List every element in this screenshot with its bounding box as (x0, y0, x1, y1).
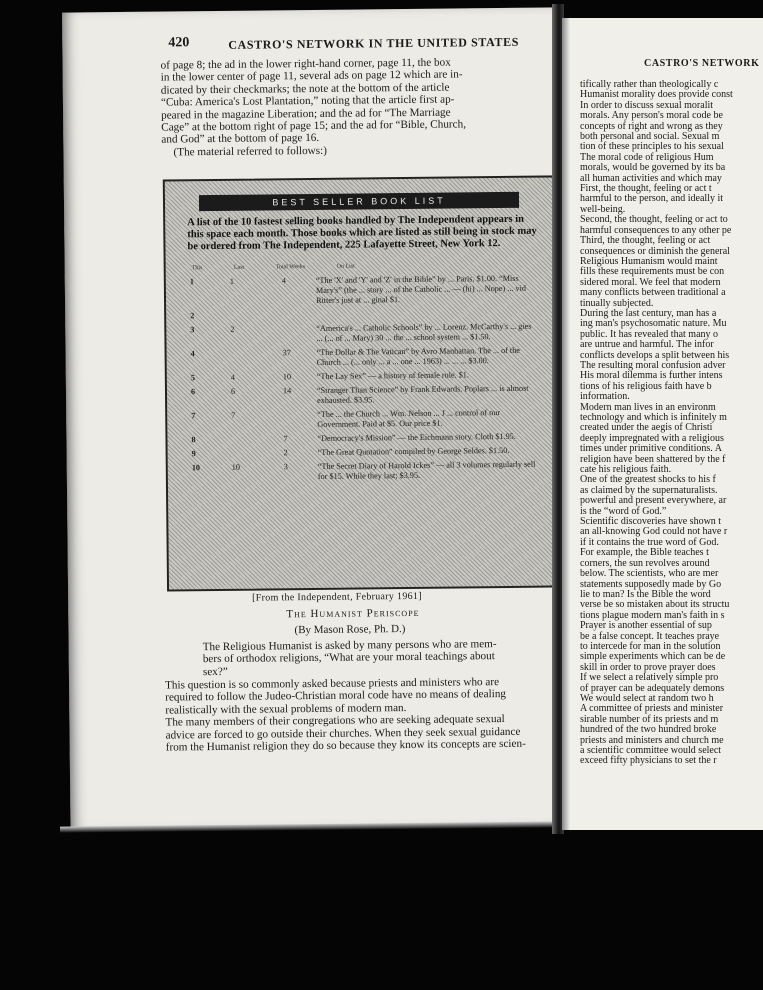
intro-line: dicated by their checkmarks; the note at the bottom of the article (160, 81, 450, 97)
right-body-line: both personal and social. Sexual m (580, 131, 720, 143)
right-body-line: harmful to the person, and ideally it (580, 193, 724, 205)
body-line: required to follow the Judeo-Christian moral code have no means of dealing (165, 688, 507, 704)
book-entry (190, 274, 534, 308)
previous-rank: 7 (231, 410, 236, 420)
right-body-line: simple experiments which can be de (580, 651, 726, 663)
column-header: This (191, 265, 203, 272)
right-body-line: tifically rather than theologically c (580, 79, 719, 90)
right-body-line: In order to discuss sexual moralit (580, 99, 714, 111)
follows-note: (The material referred to follows:) (173, 144, 327, 159)
question-line: The Religious Humanist is asked by many persons who are mem- (202, 638, 497, 654)
rank: 10 (191, 463, 201, 473)
weeks-on-list: 14 (282, 386, 292, 396)
right-body-line: corners, the sun revolves around (580, 557, 710, 569)
book-description: “The Lay Sex” — a history of female rule. $1. (316, 370, 469, 381)
right-body-line: sidered moral. We feel that modern (580, 276, 721, 288)
right-body-line: well-being. (580, 203, 626, 215)
book-entry (192, 460, 536, 484)
previous-rank: 2 (230, 324, 235, 334)
right-body-line: For example, the Bible teaches t (580, 547, 709, 559)
rank: 2 (190, 311, 195, 321)
book-description (316, 308, 534, 310)
right-body-line: tion of these principles to his sexual (580, 141, 724, 153)
rank: 6 (190, 387, 196, 397)
body-line: This question is so commonly asked because priests and ministers who are (165, 676, 500, 692)
article-title: The Humanist Periscope (286, 606, 420, 621)
right-body-line: powerful and present everywhere, ar (580, 495, 727, 507)
intro-paragraph (161, 55, 557, 158)
right-body-line: verse be so mistaken about its structu (580, 599, 730, 611)
previous-rank: 4 (230, 372, 235, 382)
previous-rank: 1 (229, 276, 234, 286)
body-line: The many members of their congregations who are seeking adequate sexual (165, 713, 505, 729)
rank: 4 (190, 349, 195, 359)
rank: 5 (190, 373, 195, 383)
book-list (190, 274, 536, 488)
right-body-line: cate his religious faith. (580, 464, 672, 476)
previous-rank: 6 (230, 386, 236, 396)
column-header: On List (336, 263, 355, 270)
question-line: bers of orthodox religions, “What are your moral teachings about (202, 650, 495, 666)
right-body-line: harmful consequences to any other pe (580, 224, 732, 236)
previous-rank: 10 (231, 462, 241, 472)
body-line: advice are forced to go outside their churches. When they seek sexual guidance (165, 725, 521, 742)
right-body-line: hundred of the two hundred broke (580, 724, 717, 736)
right-body-line: if it contains the true word of God. (580, 536, 719, 548)
clipping-intro: A list of the 10 fastest selling books handled by The Independent appears in this space each month. Those books which are listed as still being in stock may be ordered from The Independent, 225 Lafayette Street, New York 12. (187, 213, 537, 253)
book-entry (191, 384, 535, 408)
intro-line: and God” at the bottom of page 16. (161, 132, 320, 147)
book-description: “The Dollar & The Vatican” by Avro Manhattan. The ... of the Church ... (... only ... a ... one ... 1963) ... ... ... $3.00. (316, 345, 520, 367)
running-head: CASTRO'S NETWORK IN THE UNITED STATES (228, 34, 520, 52)
right-body-line: public. It has revealed that many o (580, 328, 719, 340)
intro-line: in the lower center of page 11, several ads on page 12 which are in- (160, 68, 463, 84)
right-body-line: tinually subjected. (580, 297, 654, 309)
right-book-page (562, 18, 763, 830)
right-body-line: fills these requirements must be con (580, 266, 725, 278)
rank: 7 (191, 411, 196, 421)
right-body-line: morals. Any person's moral code be (580, 110, 723, 122)
right-body-line: information. (580, 391, 630, 403)
right-body-line: all human activities and which may (580, 172, 722, 184)
book-entry (191, 370, 535, 384)
right-body-line: conflicts develops a split between his (580, 349, 730, 361)
right-body-line: During the last century, man has a (580, 307, 717, 319)
right-body-line: priests and ministers and church me (580, 734, 724, 746)
right-body-line: of prayer can be adequately demons (580, 682, 725, 694)
right-body-line: His moral dilemma is further intens (580, 370, 723, 382)
body-line: from the Humanist religion they do so because they know its concepts are scien- (165, 737, 526, 754)
right-body-line: The moral code of religious Hum (580, 151, 714, 163)
body-line: realistically with the sexual problems of modern man. (165, 701, 407, 717)
book-entry (190, 322, 534, 346)
right-body-line: times under primitive conditions. A (580, 443, 722, 455)
right-body-line: Religious Humanism would maint (580, 255, 718, 267)
clipping-caption: [From the Independent, February 1961] (252, 590, 422, 604)
right-body-line: is the “word of God.” (580, 505, 667, 517)
gutter-shadow (562, 18, 570, 830)
clipping-banner: BEST SELLER BOOK LIST (199, 192, 519, 211)
right-body-line: A committee of priests and minister (580, 703, 724, 715)
right-body-line: many conflicts between traditional a (580, 287, 726, 299)
right-body-line: Scientific discoveries have shown t (580, 516, 722, 528)
column-header: Last (233, 264, 245, 271)
book-description: “The Great Quotation” compiled by George Seldes. $1.50. (317, 445, 510, 457)
right-body-line: The resulting moral confusion adver (580, 359, 726, 371)
right-body-line: One of the greatest shocks to his f (580, 474, 716, 486)
right-body-line: Second, the thought, feeling or act to (580, 214, 728, 226)
right-body-line: as claimed by the supernaturalists. (580, 484, 718, 496)
right-body-line: consequences or diminish the general (580, 245, 730, 257)
column-header: Total Weeks (275, 264, 306, 271)
article-question (203, 637, 563, 678)
right-body-line: technology and which is infinitely m (580, 412, 727, 423)
right-body-line: are untrue and harmful. The infor (580, 339, 714, 351)
weeks-on-list: 3 (283, 462, 288, 472)
right-body-line: statements supposedly made by Go (580, 578, 722, 590)
book-description: “Democracy's Mission” — the Eichmann story. Cloth $1.95. (317, 431, 516, 443)
right-body-line: Modern man lives in an environm (580, 401, 716, 413)
book-entry (191, 408, 535, 432)
right-running-head: CASTRO'S NETWORK (644, 58, 760, 69)
right-body-line: ing man's psychosomatic nature. Mu (580, 318, 727, 330)
weeks-on-list: 2 (283, 448, 288, 458)
right-body-line: First, the thought, feeling or act t (580, 183, 712, 195)
article-byline: (By Mason Rose, Ph. D.) (294, 623, 406, 637)
book-entry (190, 308, 534, 322)
right-body-line: Prayer is another essential of sup (580, 620, 712, 632)
intro-line: “Cuba: America's Lost Plantation,” noting that the article first ap- (160, 93, 455, 109)
book-description: “The 'X' and 'Y' and 'Z' in the Bible” by ... Paris. $1.00. “Miss Mary's” (the ... story ... of the Catholic ... — (hi) ... Nope) ... vid Ritter's just at ... ginal $1. (315, 273, 526, 305)
right-body-line: exceed fifty physicians to set the r (580, 755, 717, 767)
book-entry (192, 446, 536, 460)
weeks-on-list: 7 (283, 434, 288, 444)
right-body-line: religion have been shattered by the f (580, 453, 726, 465)
best-seller-clipping (163, 175, 561, 591)
book-description: “America's ... Catholic Schools” by ... Lorenz. McCarthy's ... gies ... (... of ... Mary) 30 ... the ... school system ... $1.50. (316, 321, 532, 343)
rank: 8 (191, 435, 196, 445)
weeks-on-list: 37 (282, 348, 291, 358)
right-body-line: If we select a relatively simple pro (580, 672, 719, 684)
book-description: “The ... the Church ... Wm. Nelson ... J ... control of our Government. Paid at $5. Our price $1. (317, 408, 501, 429)
rank: 3 (190, 325, 195, 335)
right-body-line: to intercede for man in the solution (580, 640, 721, 652)
right-body-line: We would select at random two h (580, 692, 714, 704)
right-body-line: concepts of right and wrong as they (580, 120, 723, 132)
question-line: sex?” (202, 665, 228, 678)
weeks-on-list: 4 (281, 276, 286, 286)
intro-line: Cage” at the bottom right of page 15; and the ad for “Bible, Church, (161, 118, 467, 134)
intro-line: of page 8; the ad in the lower right-hand corner, page 11, the box (160, 56, 451, 72)
page-number: 420 (168, 35, 190, 51)
rank: 9 (191, 449, 196, 459)
right-body-line: sirable number of its priests and m (580, 713, 719, 725)
right-body-line: be a false concept. It teaches praye (580, 630, 720, 642)
book-entry (191, 432, 535, 446)
right-body-line: tions of his religious faith have b (580, 380, 712, 392)
article-body (165, 675, 566, 754)
rank: 1 (189, 277, 194, 287)
left-book-page (62, 7, 567, 830)
right-page-body (580, 80, 763, 767)
book-entry (191, 346, 535, 370)
right-body-line: below. The scientists, who are mer (580, 568, 719, 580)
clipping-column-headers (192, 263, 385, 271)
book-description: “Stranger Than Science” by Frank Edwards. Poplars ... is almost exhausted. $3.95. (316, 383, 529, 405)
right-body-line: deeply impregnated with a religious (580, 432, 724, 444)
right-body-line: lie to man? Is the Bible the word (580, 588, 711, 600)
book-description: “The Secret Diary of Harold Ickes” — all 3 volumes regularly sell for $15. While they last; $3.95. (317, 459, 536, 481)
right-body-line: morals, would be governed by its ba (580, 162, 726, 174)
intro-line: peared in the magazine Liberation; and the ad for “The Marriage (161, 106, 451, 122)
right-body-line: Humanist morality does provide const (580, 89, 733, 101)
right-body-line: created under the aegis of Christi (580, 422, 713, 434)
weeks-on-list: 10 (282, 372, 292, 382)
right-body-line: Third, the thought, feeling or act (580, 235, 711, 247)
right-body-line: skill in order to prove prayer does (580, 661, 716, 673)
right-body-line: a scientific committee would select (580, 745, 722, 756)
right-body-line: tions plague modern man's faith in s (580, 609, 725, 621)
right-body-line: an all-knowing God could not have r (580, 526, 728, 538)
